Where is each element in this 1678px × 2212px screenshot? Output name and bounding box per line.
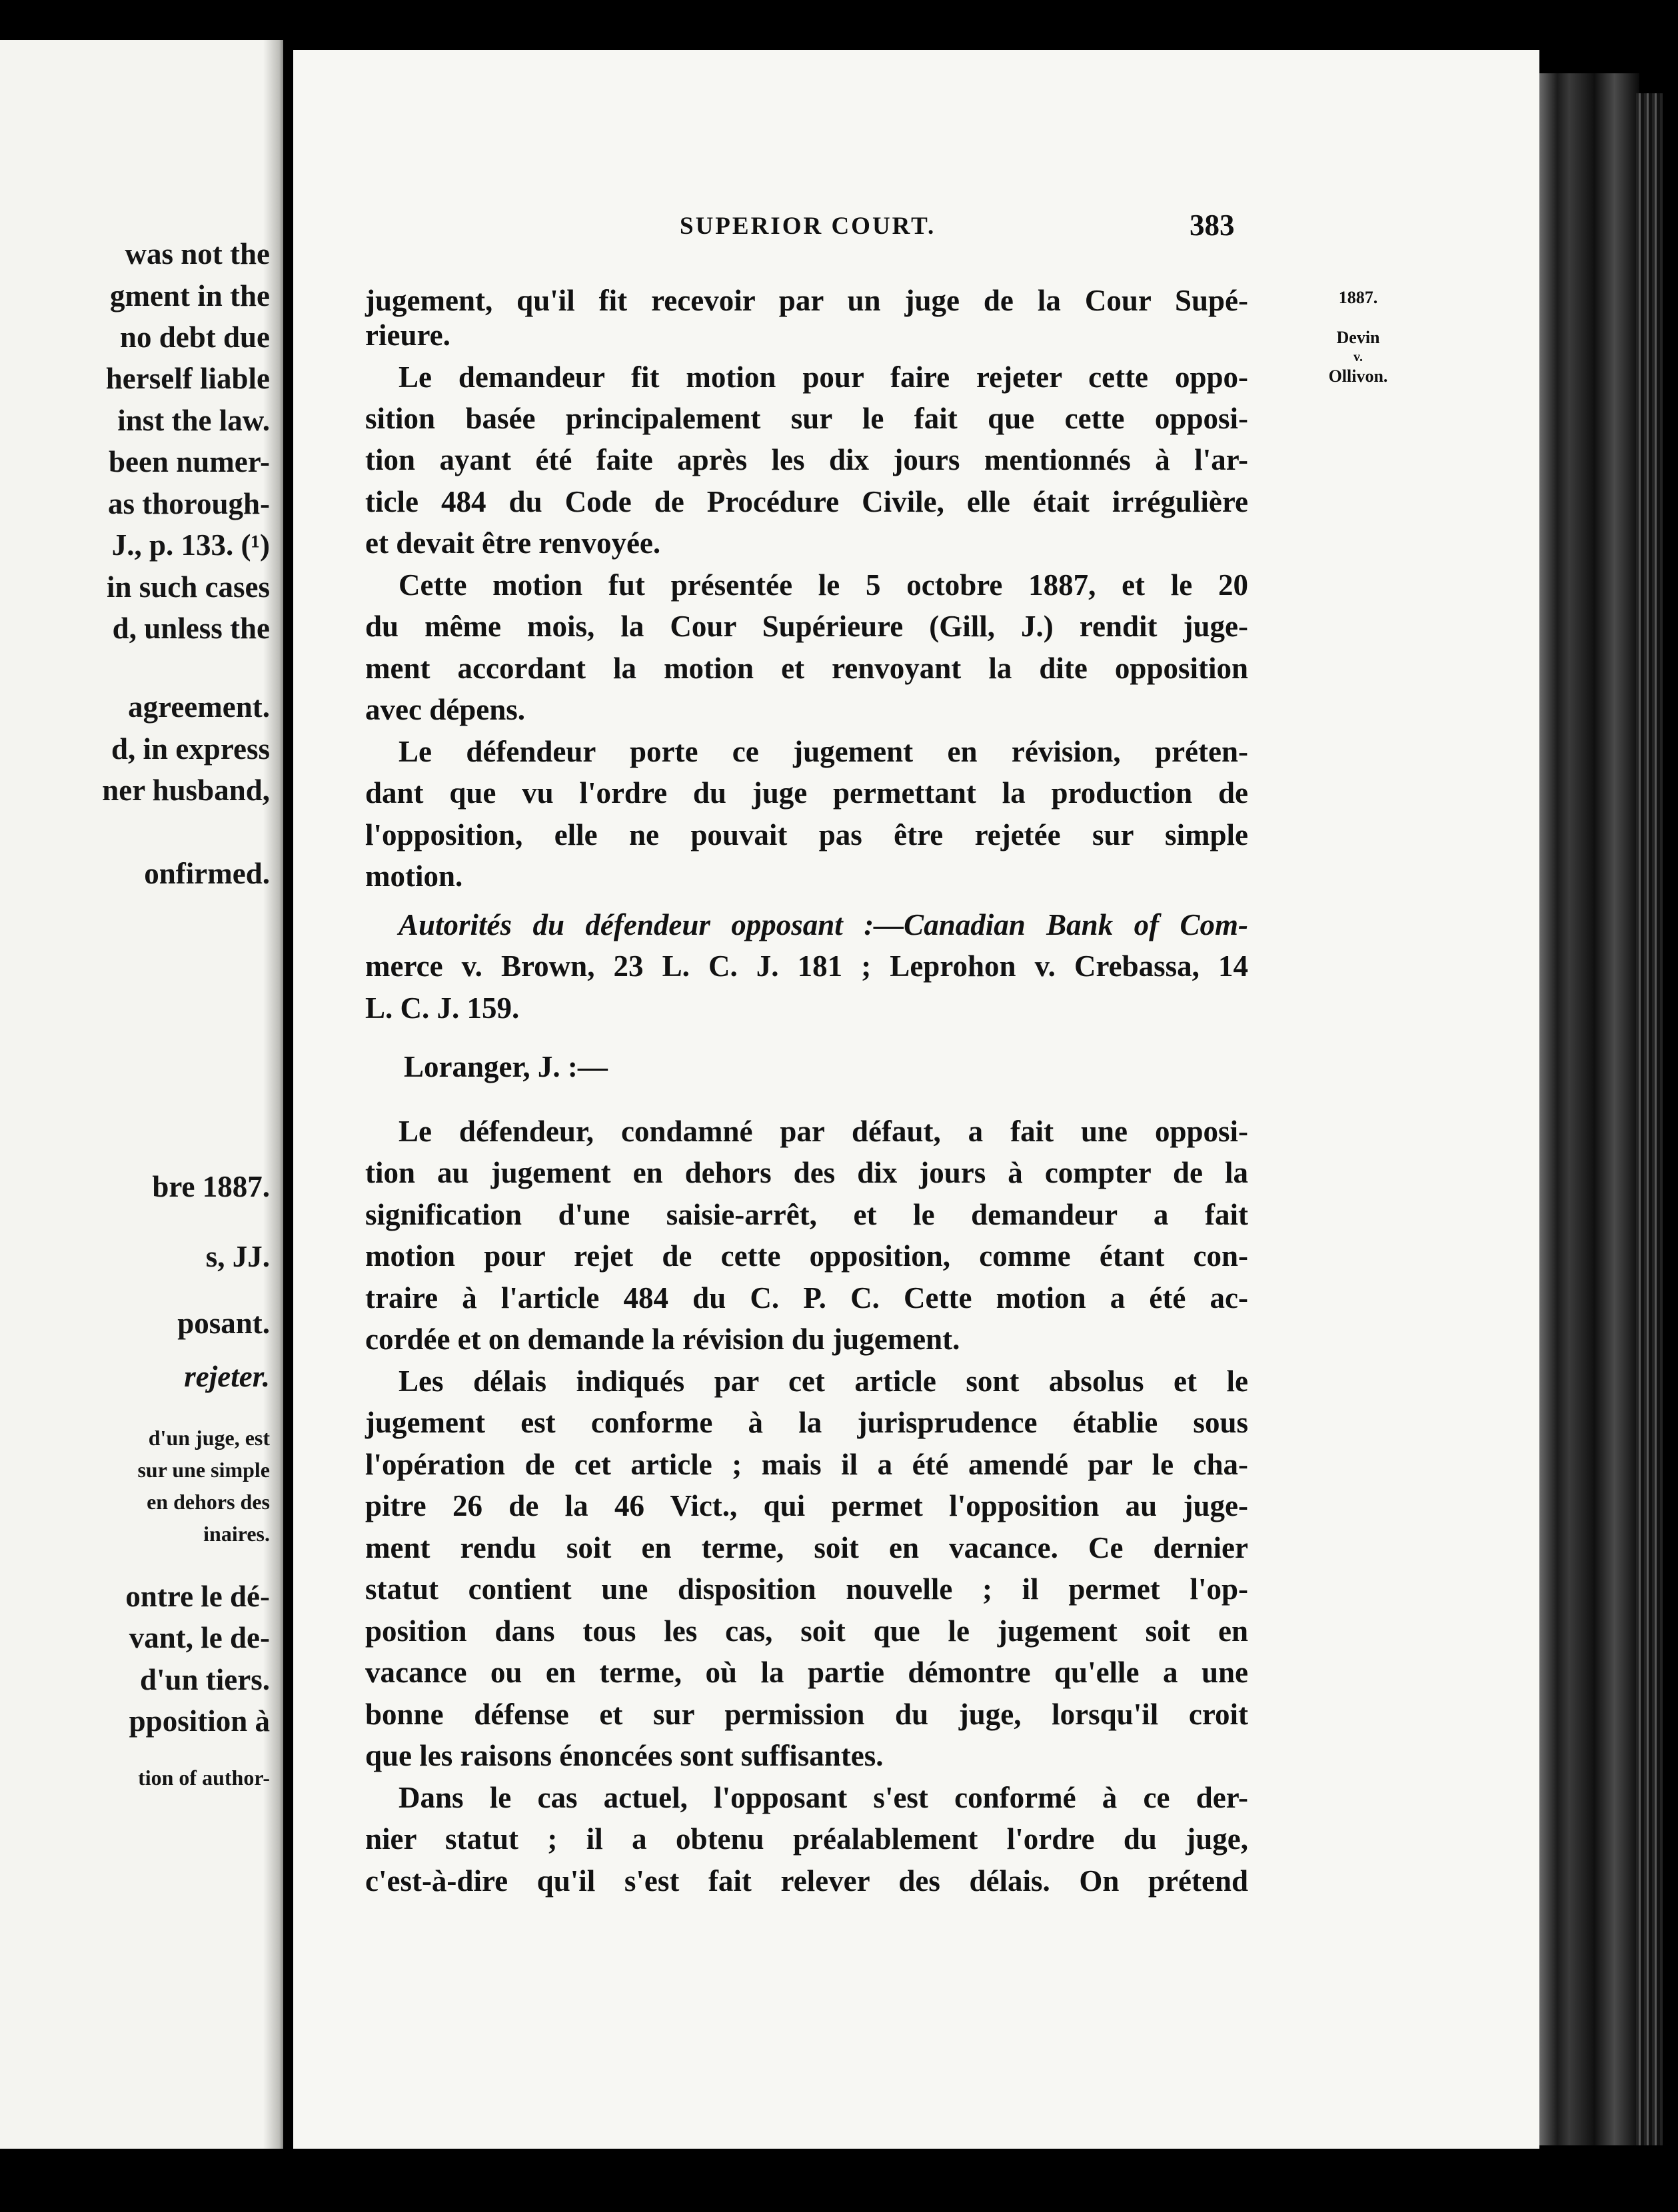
facing-page-line: no debt due (119, 320, 270, 354)
facing-page-line: posant. (177, 1307, 270, 1340)
facing-page-line: ontre le dé- (125, 1580, 270, 1613)
body-text-line: ment rendu soit en terme, soit en vacance. Ce dernier (365, 1531, 1248, 1564)
facing-page-line: onfirmed. (144, 857, 270, 890)
body-text-line: jugement est conforme à la jurisprudence établie sous (365, 1406, 1248, 1439)
body-text-line: vacance ou en terme, où la partie démontre qu'elle a une (365, 1656, 1248, 1689)
body-text-line: motion pour rejet de cette opposition, comme étant con- (365, 1239, 1248, 1273)
body-text-line: c'est-à-dire qu'il s'est fait relever des délais. On prétend (365, 1864, 1248, 1898)
body-text-line: que les raisons énoncées sont suffisantes. (365, 1739, 884, 1772)
body-text-line: tion ayant été faite après les dix jours mentionnés à l'ar- (365, 443, 1248, 476)
page-number: 383 (1190, 209, 1235, 242)
facing-page (0, 40, 283, 2162)
body-text-line: motion. (365, 859, 463, 893)
facing-page-line: en dehors des (147, 1490, 270, 1514)
body-text-line: tion au jugement en dehors des dix jours à compter de la (365, 1156, 1248, 1189)
body-text-line: position dans tous les cas, soit que le jugement soit en (365, 1614, 1248, 1648)
facing-page-line: ner husband, (102, 774, 270, 807)
body-text-line: pitre 26 de la 46 Vict., qui permet l'opposition au juge- (365, 1489, 1248, 1522)
body-text-line: traire à l'article 484 du C. P. C. Cette motion a été ac- (365, 1281, 1248, 1315)
body-text-line: du même mois, la Cour Supérieure (Gill, J.) rendit juge- (365, 610, 1248, 643)
body-text-line: ment accordant la motion et renvoyant la dite opposition (365, 652, 1248, 685)
facing-page-line: vant, le de- (129, 1621, 270, 1654)
body-text-line: dant que vu l'ordre du juge permettant la production de (365, 776, 1248, 810)
body-text-line: L. C. J. 159. (365, 991, 520, 1025)
facing-page-line: agreement. (128, 690, 270, 724)
body-text-line: Le demandeur fit motion pour faire rejeter cette oppo- (399, 360, 1248, 394)
book-edge (1539, 73, 1639, 2145)
facing-page-line: d, unless the (112, 612, 270, 645)
facing-page-line: as thorough- (108, 487, 270, 520)
body-text-line: l'opposition, elle ne pouvait pas être rejetée sur simple (365, 818, 1248, 851)
margin-year: 1887. (1338, 288, 1378, 307)
facing-page-line: been numer- (108, 445, 270, 478)
margin-party-1: Devin (1336, 328, 1380, 347)
book-edge-pages (1636, 93, 1663, 2145)
page-gutter (263, 40, 283, 2162)
facing-page-line: J., p. 133. (¹) (111, 528, 270, 562)
body-text-line: Autorités du défendeur opposant :—Canadian Bank of Com- (399, 908, 1248, 941)
running-head: SUPERIOR COURT. (680, 213, 936, 240)
body-text-line: signification d'une saisie-arrêt, et le demandeur a fait (365, 1198, 1248, 1231)
body-text-line: et devait être renvoyée. (365, 526, 661, 560)
facing-page-line: bre 1887. (152, 1170, 270, 1203)
judge-heading: Loranger, J. :— (404, 1050, 608, 1083)
facing-page-line: inaires. (203, 1522, 270, 1546)
facing-page-line: d'un juge, est (148, 1426, 270, 1450)
body-text-line: Cette motion fut présentée le 5 octobre 1887, et le 20 (399, 568, 1248, 602)
facing-page-line: s, JJ. (205, 1240, 270, 1273)
body-text-line: Le défendeur, condamné par défaut, a fait une opposi- (399, 1115, 1248, 1148)
facing-page-line: d, in express (111, 732, 270, 766)
facing-page-line: pposition à (129, 1704, 270, 1738)
body-text-line: bonne défense et sur permission du juge, lorsqu'il croit (365, 1698, 1248, 1731)
body-text-line: Dans le cas actuel, l'opposant s'est conformé à ce der- (399, 1781, 1248, 1814)
body-text-line: avec dépens. (365, 693, 525, 726)
facing-page-line: herself liable (105, 362, 270, 395)
body-text-line: cordée et on demande la révision du jugement. (365, 1323, 960, 1356)
facing-page-line: rejeter. (184, 1360, 270, 1393)
margin-versus: v. (1353, 350, 1363, 364)
body-text-line: jugement, qu'il fit recevoir par un juge de la Cour Supé- (365, 284, 1248, 317)
body-text-line: Le défendeur porte ce jugement en révision, préten- (399, 735, 1248, 768)
facing-page-line: sur une simple (137, 1458, 270, 1482)
facing-page-line: was not the (125, 237, 270, 271)
body-text-line: ticle 484 du Code de Procédure Civile, elle était irrégulière (365, 485, 1248, 518)
facing-page-line: d'un tiers. (139, 1663, 270, 1696)
body-text-line: rieure. (365, 318, 450, 352)
facing-page-line: tion of author- (138, 1766, 270, 1790)
facing-page-line: in such cases (106, 570, 270, 604)
facing-page-line: gment in the (110, 279, 270, 312)
body-text-line: nier statut ; il a obtenu préalablement l'ordre du juge, (365, 1822, 1248, 1856)
margin-party-2: Ollivon. (1328, 366, 1388, 386)
facing-page-line: inst the law. (117, 404, 270, 437)
body-text-line: Les délais indiqués par cet article sont absolus et le (399, 1365, 1248, 1398)
film-frame-bottom (0, 2149, 1678, 2212)
body-text-line: l'opération de cet article ; mais il a été amendé par le cha- (365, 1448, 1248, 1481)
body-text-line: sition basée principalement sur le fait que cette opposi- (365, 402, 1248, 435)
body-text-line: statut contient une disposition nouvelle ; il permet l'op- (365, 1572, 1248, 1606)
body-text-line: merce v. Brown, 23 L. C. J. 181 ; Leprohon v. Crebassa, 14 (365, 949, 1248, 983)
